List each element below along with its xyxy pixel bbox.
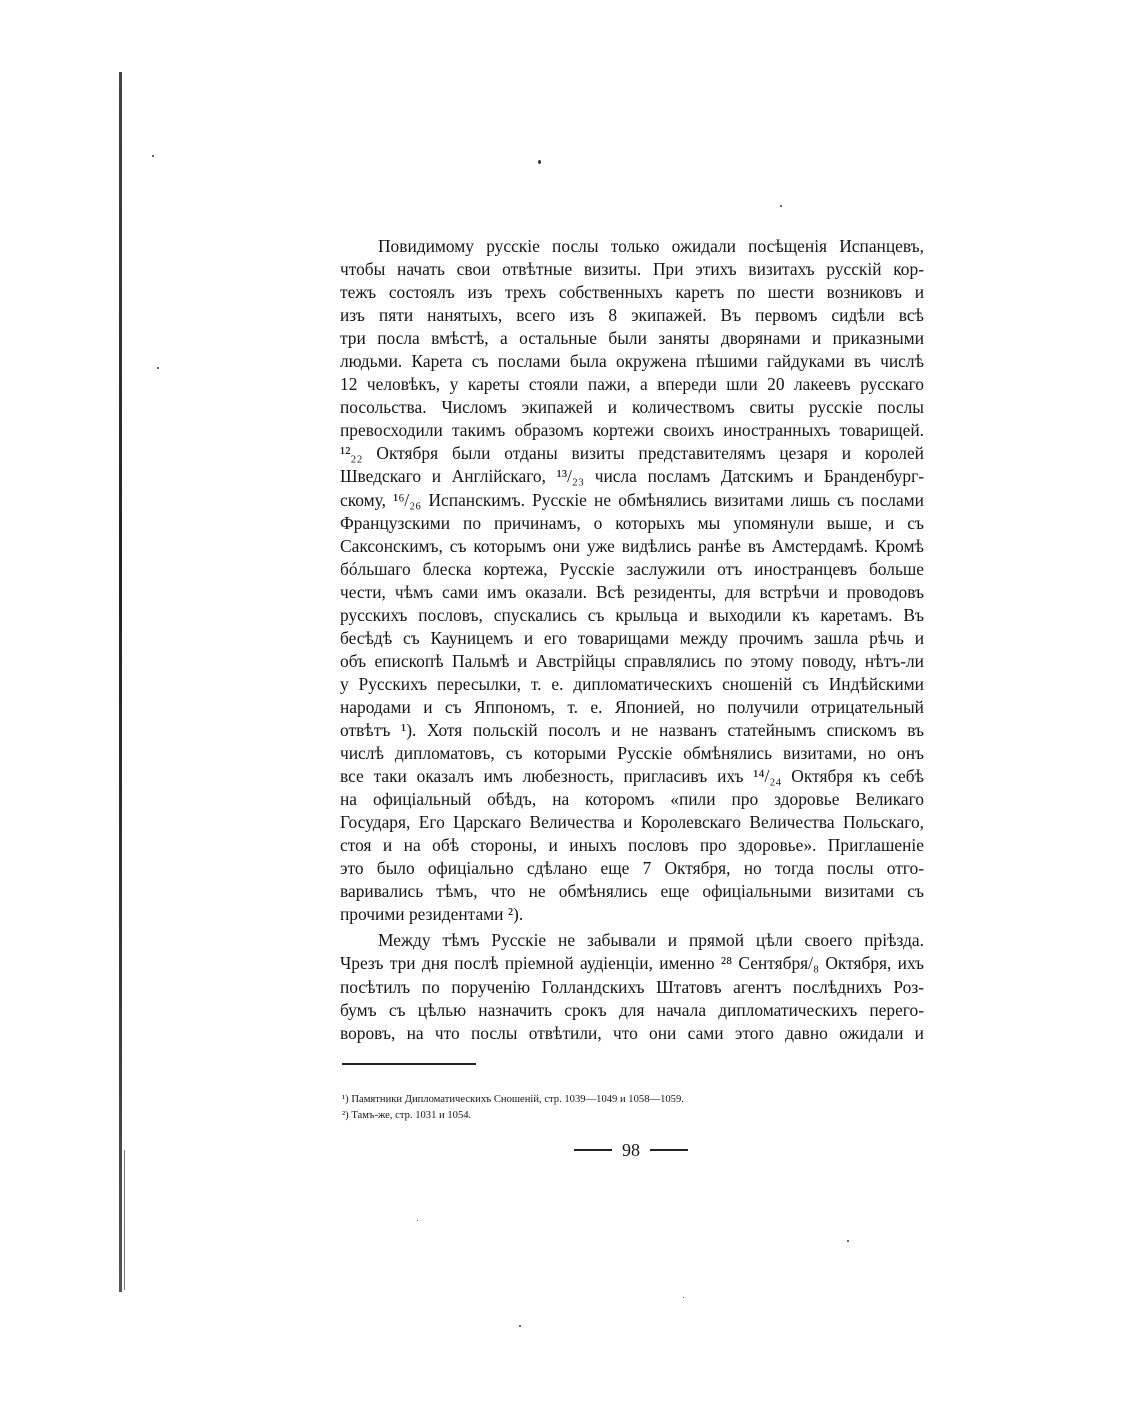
- scan-speck: [417, 1220, 418, 1221]
- page-gutter-edge: [119, 72, 122, 1292]
- text-line: превосходили такимъ образомъ кортежи своихъ иностранныхъ товарищей.: [340, 420, 924, 441]
- page-number-area: [570, 1138, 692, 1162]
- footnote: ¹) Памятники Дипломатическихъ Сношеній, стр. 1039—1049 и 1058—1059.: [342, 1094, 684, 1105]
- page-number-dash-left: [574, 1149, 612, 1151]
- text-line: посѣтилъ по порученію Голландскихъ Штатовъ агентъ послѣднихъ Роз-: [340, 976, 924, 997]
- text-line: на офиціальный обѣдъ, на которомъ «пили про здоровье Великаго: [340, 789, 924, 810]
- text-line: ¹²₂₂ Октября были отданы визиты представителямъ цезаря и королей: [340, 443, 924, 464]
- text-line: чести, чѣмъ сами имъ оказали. Всѣ резиденты, для встрѣчи и проводовъ: [340, 581, 924, 602]
- text-line: прочими резидентами ²).: [340, 904, 524, 925]
- paragraph-2: [340, 929, 924, 1044]
- text-line: стоя и на обѣ стороны, и иныхъ пословъ про здоровье». Приглашеніе: [340, 835, 924, 856]
- text-line: тежъ состоялъ изъ трехъ собственныхъ каретъ по шести возниковъ и: [340, 282, 924, 303]
- text-line: бóльшаго блеска кортежа, Русскіе заслужили отъ иностранцевъ больше: [340, 558, 924, 579]
- text-line: все таки оказалъ имъ любезность, пригласивъ ихъ ¹⁴/₂₄ Октября къ себѣ: [340, 766, 924, 787]
- text-line: бумъ съ цѣлью назначить срокъ для начала дипломатическихъ перего-: [340, 999, 924, 1020]
- text-line: народами и съ Яппономъ, т. е. Японией, но получили отрицательный: [340, 696, 924, 717]
- text-line: Чрезъ три дня послѣ пріемной аудіенціи, именно ²⁸ Сентября/₈ Октября, ихъ: [340, 953, 924, 974]
- text-line: русскихъ пословъ, спускались съ крыльца и выходили къ каретамъ. Въ: [340, 604, 924, 625]
- text-line: числѣ дипломатовъ, съ которыми Русскіе обмѣнялись визитами, но онъ: [340, 743, 924, 764]
- page-gutter-edge-thin: [124, 1150, 125, 1290]
- scan-speck: [157, 367, 159, 369]
- text-line: Французскими по причинамъ, о которыхъ мы упомянули выше, и съ: [340, 512, 924, 533]
- text-line: посольства. Числомъ экипажей и количествомъ свиты русскіе послы: [340, 397, 924, 418]
- page-number-dash-right: [650, 1149, 688, 1151]
- footnote: ²) Тамъ-же, стр. 1031 и 1054.: [342, 1110, 472, 1121]
- text-line: изъ пяти нанятыхъ, всего изъ 8 экипажей. Въ первомъ сидѣли всѣ: [340, 305, 924, 326]
- text-line: 12 человѣкъ, у кареты стояли пажи, а впереди шли 20 лакеевъ русскаго: [340, 374, 924, 395]
- scan-speck: [847, 1240, 849, 1242]
- text-line: Саксонскимъ, съ которымъ они уже видѣлись ранѣе въ Амстердамѣ. Кромѣ: [340, 535, 924, 556]
- text-line: Между тѣмъ Русскіе не забывали и прямой цѣли своего пріѣзда.: [378, 930, 924, 951]
- text-line: чтобы начать свои отвѣтные визиты. При этихъ визитахъ русскій кор-: [340, 259, 924, 280]
- text-line: людьми. Карета съ послами была окружена пѣшими гайдуками въ числѣ: [340, 351, 924, 372]
- main-text: [340, 235, 924, 1045]
- text-line: три посла вмѣстѣ, а остальные были заняты дворянами и приказными: [340, 328, 924, 349]
- text-line: варивались тѣмъ, что не обмѣнялись еще офиціальными визитами съ: [340, 881, 924, 902]
- scan-speck: [152, 155, 154, 157]
- scan-speck: [519, 1325, 521, 1327]
- scan-speck: [538, 160, 541, 164]
- text-line: Государя, Его Царскаго Величества и Королевскаго Величества Польскаго,: [340, 812, 924, 833]
- text-line: воровъ, на что послы отвѣтили, что они сами этого давно ожидали и: [340, 1022, 924, 1043]
- footnotes: [342, 1092, 902, 1124]
- text-line: объ епископѣ Пальмѣ и Австрійцы справлялись по этому поводу, нѣтъ-ли: [340, 650, 924, 671]
- text-line: отвѣтъ ¹). Хотя польскій посолъ и не названъ статейнымъ спискомъ въ: [340, 719, 924, 740]
- scan-speck: [780, 205, 782, 207]
- text-line: скому, ¹⁶/₂₆ Испанскимъ. Русскіе не обмѣнялись визитами лишь съ послами: [340, 489, 924, 510]
- text-line: бесѣдѣ съ Кауницемъ и его товарищами между прочимъ зашла рѣчь и: [340, 627, 924, 648]
- text-line: у Русскихъ пересылки, т. е. дипломатическихъ сношеній съ Индѣйскими: [340, 673, 924, 694]
- scan-speck: [683, 1297, 684, 1298]
- paragraph-1: [340, 235, 924, 926]
- text-line: Шведскаго и Англійскаго, ¹³/₂₃ числа посламъ Датскимъ и Бранденбург-: [340, 466, 924, 487]
- text-line: Повидимому русскіе послы только ожидали посѣщенія Испанцевъ,: [378, 236, 924, 256]
- footnote-separator: [342, 1063, 476, 1065]
- text-line: это было офиціально сдѣлано еще 7 Октября, но тогда послы отго-: [340, 858, 924, 879]
- page-number: 98: [622, 1139, 640, 1160]
